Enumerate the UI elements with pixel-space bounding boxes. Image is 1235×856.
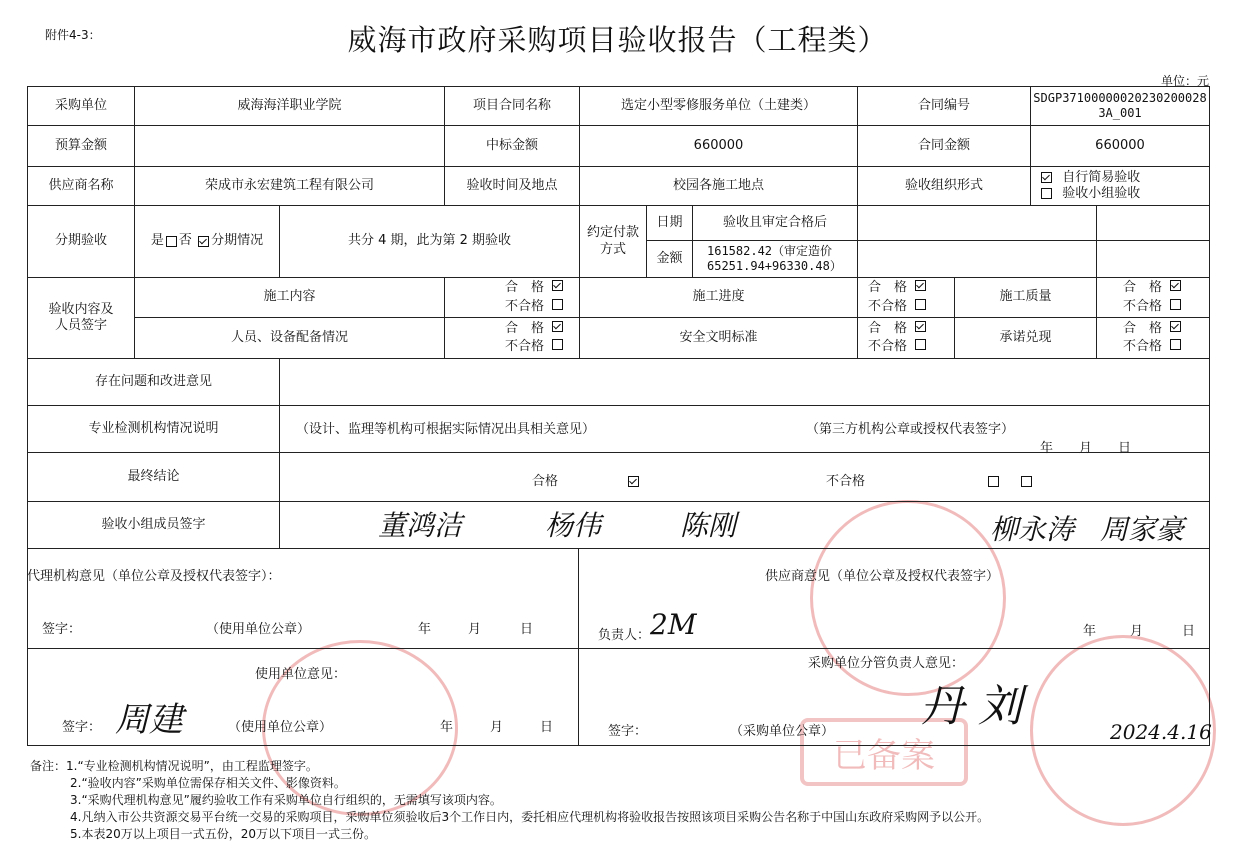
pay-amount-line2: 65251.94+96330.48） [707, 259, 842, 273]
group-check-label: 验收小组验收 [1062, 186, 1141, 201]
contract-amount-value: 660000 [1030, 125, 1210, 167]
supplier-month: 月 [1130, 624, 1144, 639]
member-signature-5: 周家豪 [1100, 513, 1185, 546]
stage-yes-checkbox[interactable] [166, 236, 177, 247]
final-fail-label: 不合格 [826, 474, 866, 489]
purchase-opinion-label: 采购单位分管负责人意见： [808, 656, 965, 671]
pay-method-label: 约定付款方式 [579, 205, 647, 278]
personnel-fail-checkbox[interactable] [552, 339, 563, 350]
user-opinion-label: 使用单位意见： [255, 667, 347, 682]
stage-no-label: 否 [178, 233, 192, 249]
fail-text: 不合格 [1122, 298, 1162, 314]
place-value: 校园各施工地点 [579, 166, 858, 206]
inspect-date: 年 月 日 [1040, 441, 1132, 456]
inspect-label: 专业检测机构情况说明 [27, 405, 280, 453]
progress-fail-checkbox[interactable] [915, 299, 926, 310]
budget-label: 预算金额 [27, 125, 135, 167]
blank-cell-c [857, 240, 1097, 278]
stage-situation-checkbox[interactable] [198, 236, 209, 247]
self-check-label: 自行简易验收 [1062, 169, 1141, 185]
user-sign-label: 签字： [62, 720, 102, 735]
member-signature-4: 柳永涛 [990, 513, 1075, 546]
members-label: 验收小组成员签字 [27, 501, 280, 549]
pay-amount-value [692, 240, 858, 278]
quality-pass-fail [1096, 277, 1210, 318]
personnel-label: 人员、设备配备情况 [134, 317, 445, 359]
pass-text: 合 格 [868, 280, 908, 296]
contract-name-value: 选定小型零修服务单位（土建类） [579, 86, 858, 126]
safety-pass-checkbox[interactable] [915, 321, 926, 332]
construction-pass-checkbox[interactable] [552, 280, 563, 291]
final-fail-checkbox[interactable] [988, 476, 999, 487]
responsible-label: 负责人： [598, 628, 651, 643]
final-label: 最终结论 [27, 452, 280, 502]
group-check-checkbox[interactable] [1041, 188, 1052, 199]
user-year: 年 [440, 720, 454, 735]
blank-cell-a [857, 205, 1097, 241]
pass-text: 合 格 [504, 280, 544, 296]
bid-amount-value: 660000 [579, 125, 858, 167]
purchase-stamp-note: （采购单位公章） [730, 724, 835, 739]
user-stamp-note: （使用单位公章） [228, 720, 333, 735]
supplier-value: 荣成市永宏建筑工程有限公司 [134, 166, 445, 206]
form-options [1030, 166, 1210, 206]
member-signature-3: 陈刚 [680, 509, 737, 542]
supplier-opinion-label: 供应商意见（单位公章及授权代表签字） [765, 569, 1000, 584]
purchaser-value: 威海海洋职业学院 [134, 86, 445, 126]
note-2: 2.“验收内容”采购单位需保存相关文件、影像资料。 [70, 776, 346, 790]
member-signature-1: 董鸿洁 [378, 509, 463, 542]
unit-label: 单位：元 [1160, 74, 1209, 88]
responsible-signature: 2M [650, 608, 697, 641]
stage-yes-label: 是 [150, 233, 164, 249]
time-place-label: 验收时间及地点 [444, 166, 580, 206]
content-label-line1: 验收内容及 [48, 301, 114, 317]
supplier-year: 年 [1083, 624, 1097, 639]
safety-label: 安全文明标准 [579, 317, 858, 359]
promise-fail-checkbox[interactable] [1170, 339, 1181, 350]
pay-amount-label: 金额 [646, 240, 693, 278]
pass-text: 合 格 [868, 320, 908, 336]
issues-label: 存在问题和改进意见 [27, 358, 280, 406]
stage-label: 分期验收 [27, 205, 135, 278]
pay-date-value: 验收且审定合格后 [692, 205, 858, 241]
issues-value [279, 358, 1210, 406]
inspect-note: （设计、监理等机构可根据实际情况出具相关意见） [296, 422, 596, 437]
personnel-pass-fail [444, 317, 580, 359]
final-pass-checkbox[interactable] [628, 476, 639, 487]
attachment-label: 附件4-3： [45, 28, 101, 42]
fail-text: 不合格 [868, 339, 908, 354]
progress-pass-checkbox[interactable] [915, 280, 926, 291]
agent-sign-label: 签字： [42, 622, 82, 637]
purchase-date-written: 2024.4.16 [1110, 720, 1212, 744]
contract-no-value [1030, 86, 1210, 126]
agent-opinion-label: 代理机构意见（单位公章及授权代表签字）： [27, 569, 281, 584]
contract-amount-label: 合同金额 [857, 125, 1031, 167]
agent-month: 月 [468, 622, 482, 637]
blank-cell-b [1096, 205, 1210, 241]
construction-pass-fail [444, 277, 580, 318]
contract-name-label: 项目合同名称 [444, 86, 580, 126]
construction-fail-checkbox[interactable] [552, 299, 563, 310]
fail-text: 不合格 [504, 298, 544, 314]
contract-no-label: 合同编号 [857, 86, 1031, 126]
promise-pass-fail [1096, 317, 1210, 359]
third-party-note: （第三方机构公章或授权代表签字） [806, 422, 1015, 437]
final-pass-label: 合格 [532, 474, 559, 489]
fail-text: 不合格 [868, 298, 908, 314]
pass-text: 合 格 [504, 320, 544, 336]
blank-cell-d [1096, 240, 1210, 278]
self-check-checkbox[interactable] [1041, 172, 1052, 183]
bid-amount-label: 中标金额 [444, 125, 580, 167]
construction-content-label: 施工内容 [134, 277, 445, 318]
fail-text: 不合格 [1122, 339, 1162, 354]
safety-fail-checkbox[interactable] [915, 339, 926, 350]
stage-text: 共分 4 期，此为第 2 期验收 [279, 205, 580, 278]
note-5: 5.本表20万以上项目一式五份，20万以下项目一式三份。 [70, 827, 376, 841]
promise-label: 承诺兑现 [954, 317, 1097, 359]
stage-situation-label: 分期情况 [211, 233, 264, 249]
note-3: 3.“采购代理机构意见”履约验收工作有采购单位自行组织的，无需填写该项内容。 [70, 793, 502, 807]
pass-text: 合 格 [1122, 320, 1162, 336]
purchase-sign-label: 签字： [608, 724, 648, 739]
form-label: 验收组织形式 [857, 166, 1031, 206]
budget-value [134, 125, 445, 167]
purchaser-label: 采购单位 [27, 86, 135, 126]
member-signature-2: 杨伟 [545, 509, 602, 542]
progress-label: 施工进度 [579, 277, 858, 318]
agent-stamp-note: （使用单位公章） [206, 622, 311, 637]
final-fail-checkbox-2[interactable] [1021, 476, 1032, 487]
quality-pass-checkbox[interactable] [1170, 280, 1181, 291]
supplier-label: 供应商名称 [27, 166, 135, 206]
pass-text: 合 格 [1122, 280, 1162, 296]
stage-yes-no [134, 205, 280, 278]
purchase-signature: 丹 刘 [920, 681, 1022, 732]
promise-pass-checkbox[interactable] [1170, 321, 1181, 332]
safety-pass-fail [857, 317, 955, 359]
supplier-day: 日 [1182, 624, 1196, 639]
quality-fail-checkbox[interactable] [1170, 299, 1181, 310]
fail-text: 不合格 [504, 339, 544, 354]
personnel-pass-checkbox[interactable] [552, 321, 563, 332]
contract-no-line1: SDGP37100000020230200028 [1033, 91, 1207, 105]
quality-label: 施工质量 [954, 277, 1097, 318]
user-month: 月 [490, 720, 504, 735]
agent-year: 年 [418, 622, 432, 637]
pay-amount-line1: 161582.42（审定造价 [707, 244, 833, 258]
pay-date-label: 日期 [646, 205, 693, 241]
filing-stamp: 已备案 [800, 718, 968, 786]
content-label-line2: 人员签字 [54, 318, 107, 333]
user-day: 日 [540, 720, 554, 735]
note-1: 备注：1.“专业检测机构情况说明”，由工程监理签字。 [30, 759, 318, 773]
content-sign-label [27, 277, 135, 359]
progress-pass-fail [857, 277, 955, 318]
page-title: 威海市政府采购项目验收报告（工程类） [347, 23, 888, 57]
user-signature: 周建 [115, 700, 183, 740]
final-cell [279, 452, 1210, 502]
agent-day: 日 [520, 622, 534, 637]
contract-no-line2: 3A_001 [1098, 106, 1142, 120]
note-4: 4.凡纳入市公共资源交易平台统一交易的采购项目，采购单位须验收后3个工作日内，委托相应代理机构将验收报告按照该项目采购公告名称于中国山东政府采购网予以公开。 [70, 810, 990, 824]
